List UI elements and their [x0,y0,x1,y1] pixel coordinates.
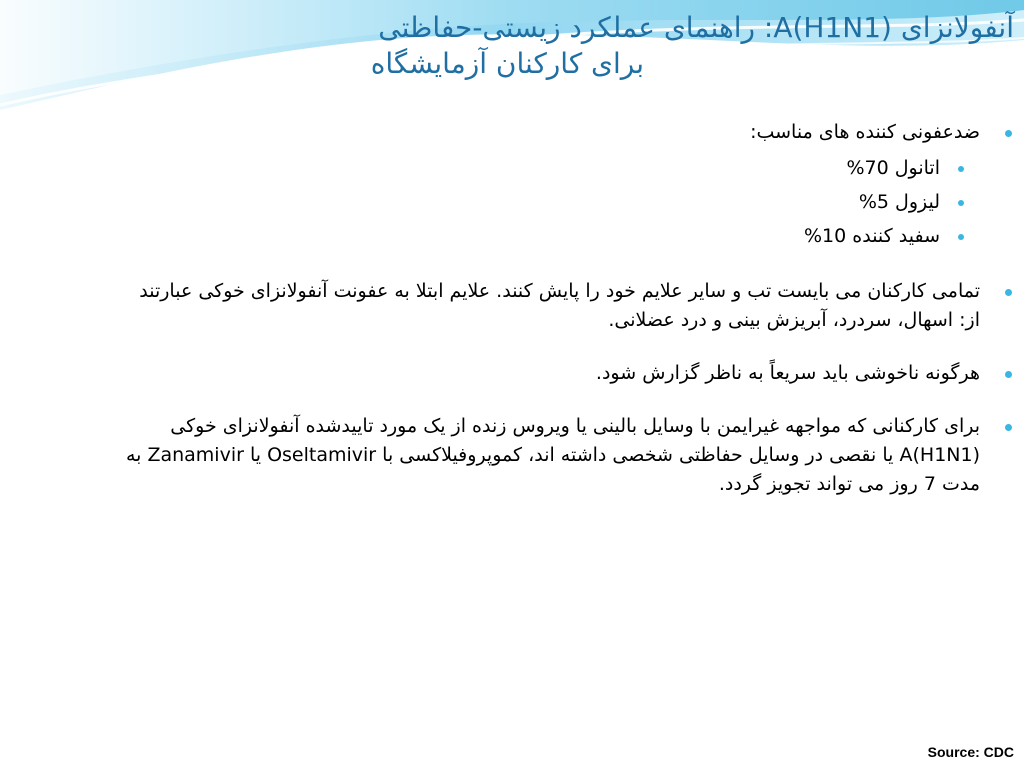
slide-content [124,118,984,523]
bullet-report-illness: هرگونه ناخوشی باید سریعاً به ناظر گزارش شود. [124,359,984,388]
sub-bullet-lysol: لیزول 5% [124,185,940,219]
bullet-symptom-monitoring: تمامی کارکنان می بایست تب و سایر علایم خود را پایش کنند. علایم ابتلا به عفونت آنفولانزای خوکی عبارتند از: اسهال، سردرد، آبریزش بینی و درد عضلانی. [124,277,984,335]
title-line-1: آنفولانزای A(H1N1): راهنمای عملکرد زیستی-حفاظتی [378,11,1014,44]
slide-title [14,10,1014,82]
bullet-text: ضدعفونی کننده های مناسب: [750,121,980,143]
sub-bullet-ethanol: اتانول 70% [124,151,940,185]
sub-bullet-bleach: سفید کننده 10% [124,219,940,253]
title-line-2: برای کارکنان آزمایشگاه [370,47,644,80]
source-citation: Source: CDC [927,744,1014,760]
disinfectant-list [124,151,980,253]
bullet-disinfectants [124,118,984,253]
bullet-chemoprophylaxis: برای کارکنانی که مواجهه غیرایمن با وسایل بالینی یا ویروس زنده از یک مورد تاییدشده آنفولانزای خوکی A(H1N1) یا نقصی در وسایل حفاظتی شخصی داشته اند، کموپروفیلاکسی با Oseltamivir یا Zanamivir به مدت 7 روز می تواند تجویز گردد. [124,412,984,499]
